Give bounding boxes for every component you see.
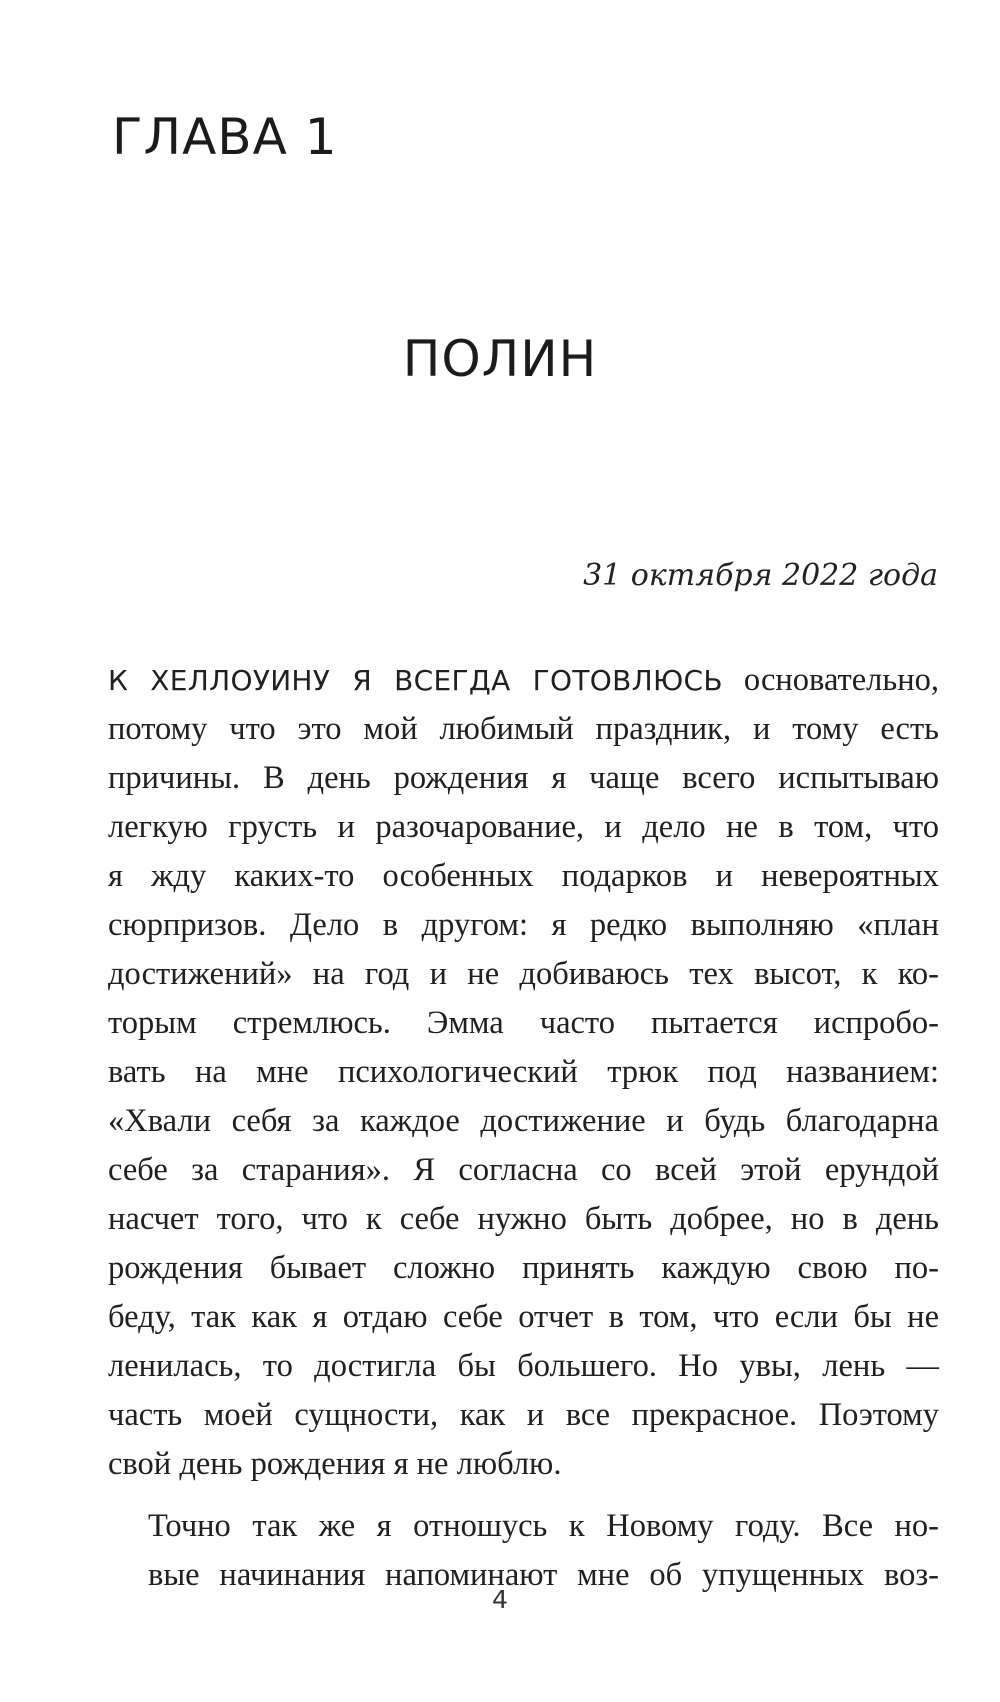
chapter-heading: ГЛАВА 1	[112, 108, 338, 166]
text-line: ленилась, то достигла бы большего. Но увы, лень —	[108, 1348, 939, 1384]
text-line: сюрпризов. Дело в другом: я редко выполняю «план	[108, 907, 939, 943]
text-line: рождения бывает сложно принять каждую свою по-	[108, 1250, 939, 1286]
text-line: причины. В день рождения я чаще всего испытываю	[108, 760, 939, 796]
date-line: 31 октября 2022 года	[583, 558, 938, 593]
lead-in-caps: К ХЕЛЛОУИНУ Я ВСЕГДА ГОТОВЛЮСЬ	[108, 664, 723, 697]
body-text	[108, 656, 939, 1600]
text-line: вые начинания напоминают мне об упущенных воз-	[148, 1557, 939, 1593]
text-line: торым стремлюсь. Эмма часто пытается испробо-	[108, 1005, 939, 1041]
text-line: потому что это мой любимый праздник, и тому есть	[108, 711, 939, 747]
text-line: свой день рождения я не люблю.	[108, 1446, 562, 1482]
text-line: «Хвали себя за каждое достижение и будь благодарна	[108, 1103, 939, 1139]
text-line: легкую грусть и разочарование, и дело не в том, что	[108, 809, 939, 845]
paragraph-1	[108, 656, 939, 1489]
text-line: вать на мне психологический трюк под названием:	[108, 1054, 939, 1090]
text-line: беду, так как я отдаю себе отчет в том, что если бы не	[108, 1299, 939, 1335]
text-line: себе за старания». Я согласна со всей этой ерундой	[108, 1152, 939, 1188]
page-number: 4	[492, 1585, 508, 1614]
text-line: я жду каких-то особенных подарков и невероятных	[108, 858, 939, 894]
text-line: часть моей сущности, как и все прекрасное. Поэтому	[108, 1397, 939, 1433]
text-line: Точно так же я отношусь к Новому году. Все но-	[148, 1508, 939, 1544]
text-line: насчет того, что к себе нужно быть добрее, но в день	[108, 1201, 939, 1237]
text-line: достижений» на год и не добиваюсь тех высот, к ко-	[108, 956, 939, 992]
text-line: К ХЕЛЛОУИНУ Я ВСЕГДА ГОТОВЛЮСЬ основательно,	[108, 662, 939, 698]
character-name-heading: ПОЛИН	[402, 330, 598, 388]
